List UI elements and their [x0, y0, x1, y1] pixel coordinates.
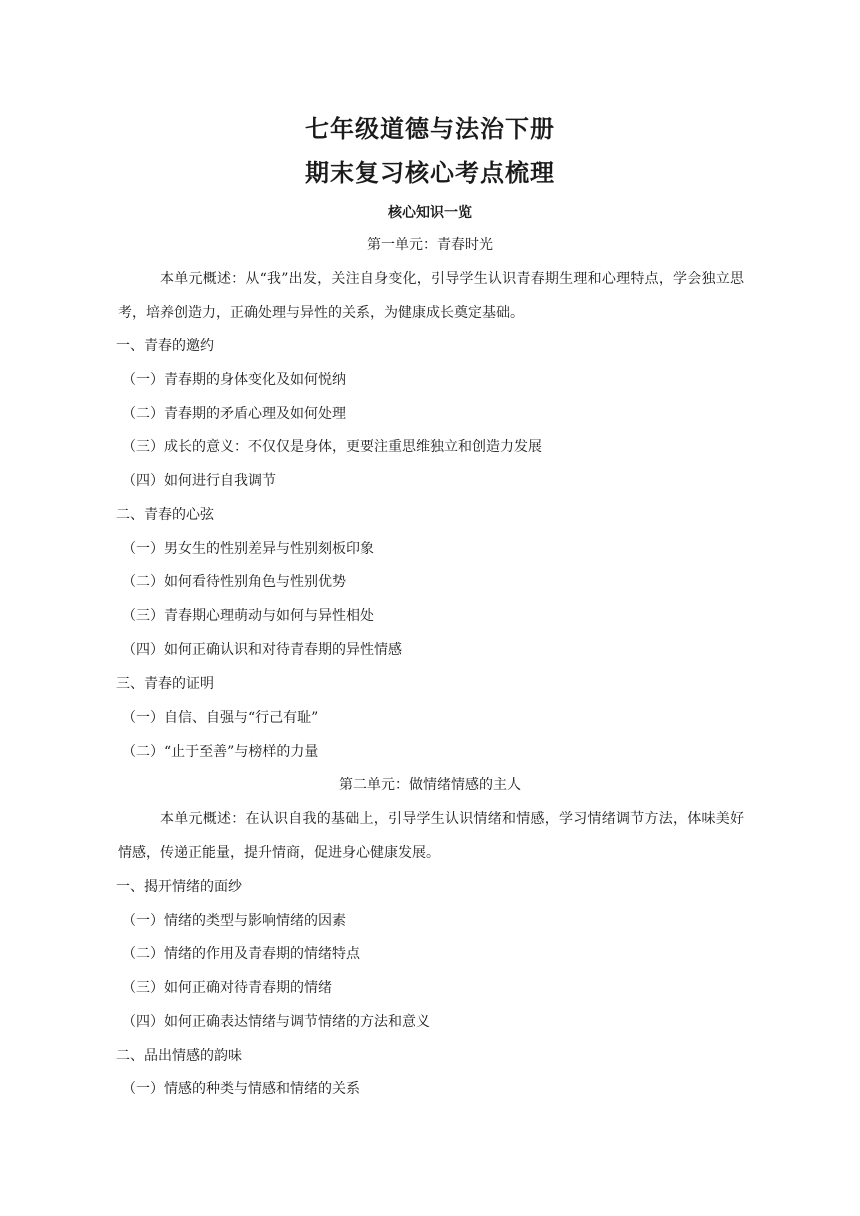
unit1-section-1: 一、青春的邀约: [116, 338, 214, 354]
unit1-title: 第一单元：青春时光: [367, 237, 493, 253]
unit1-item-3-1: （一）自信、自强与“行己有耻”: [122, 710, 319, 726]
unit1-item-1-4: （四）如何进行自我调节: [122, 473, 276, 489]
document-title-line2: 期末复习核心考点梳理: [305, 159, 555, 187]
unit2-item-1-3: （三）如何正确对待青春期的情绪: [122, 980, 332, 996]
unit1-section-2: 二、青春的心弦: [116, 507, 214, 523]
unit1-item-2-3: （三）青春期心理萌动与如何与异性相处: [122, 608, 374, 624]
unit1-section-3: 三、青春的证明: [116, 676, 214, 692]
unit2-item-1-2: （二）情绪的作用及青春期的情绪特点: [122, 946, 360, 962]
unit1-overview: 本单元概述：从“我”出发，关注自身变化，引导学生认识青春期生理和心理特点，学会独立思考，培养创造力，正确处理与异性的关系，为健康成长奠定基础。: [118, 271, 744, 321]
unit2-item-1-4: （四）如何正确表达情绪与调节情绪的方法和意义: [122, 1014, 430, 1030]
unit2-overview: 本单元概述：在认识自我的基础上，引导学生认识情绪和情感，学习情绪调节方法，体味美好情感，传递正能量，提升情商，促进身心健康发展。: [118, 811, 744, 861]
unit1-item-1-3: （三）成长的意义：不仅仅是身体，更要注重思维独立和创造力发展: [122, 439, 542, 455]
unit1-item-2-1: （一）男女生的性别差异与性别刻板印象: [122, 541, 374, 557]
unit1-item-2-4: （四）如何正确认识和对待青春期的异性情感: [122, 642, 402, 658]
unit2-section-2: 二、品出情感的韵味: [116, 1048, 242, 1064]
unit2-item-1-1: （一）情绪的类型与影响情绪的因素: [122, 913, 346, 929]
document-subtitle: 核心知识一览: [388, 205, 472, 221]
document-title-line1: 七年级道德与法治下册: [305, 115, 555, 143]
unit2-section-1: 一、揭开情绪的面纱: [116, 879, 242, 895]
unit1-item-1-2: （二）青春期的矛盾心理及如何处理: [122, 406, 346, 422]
unit1-item-3-2: （二）“止于至善”与榜样的力量: [122, 744, 319, 760]
unit2-title: 第二单元：做情绪情感的主人: [339, 777, 521, 793]
unit1-item-1-1: （一）青春期的身体变化及如何悦纳: [122, 372, 346, 388]
unit2-item-2-1: （一）情感的种类与情感和情绪的关系: [122, 1081, 360, 1097]
unit1-item-2-2: （二）如何看待性别角色与性别优势: [122, 574, 346, 590]
